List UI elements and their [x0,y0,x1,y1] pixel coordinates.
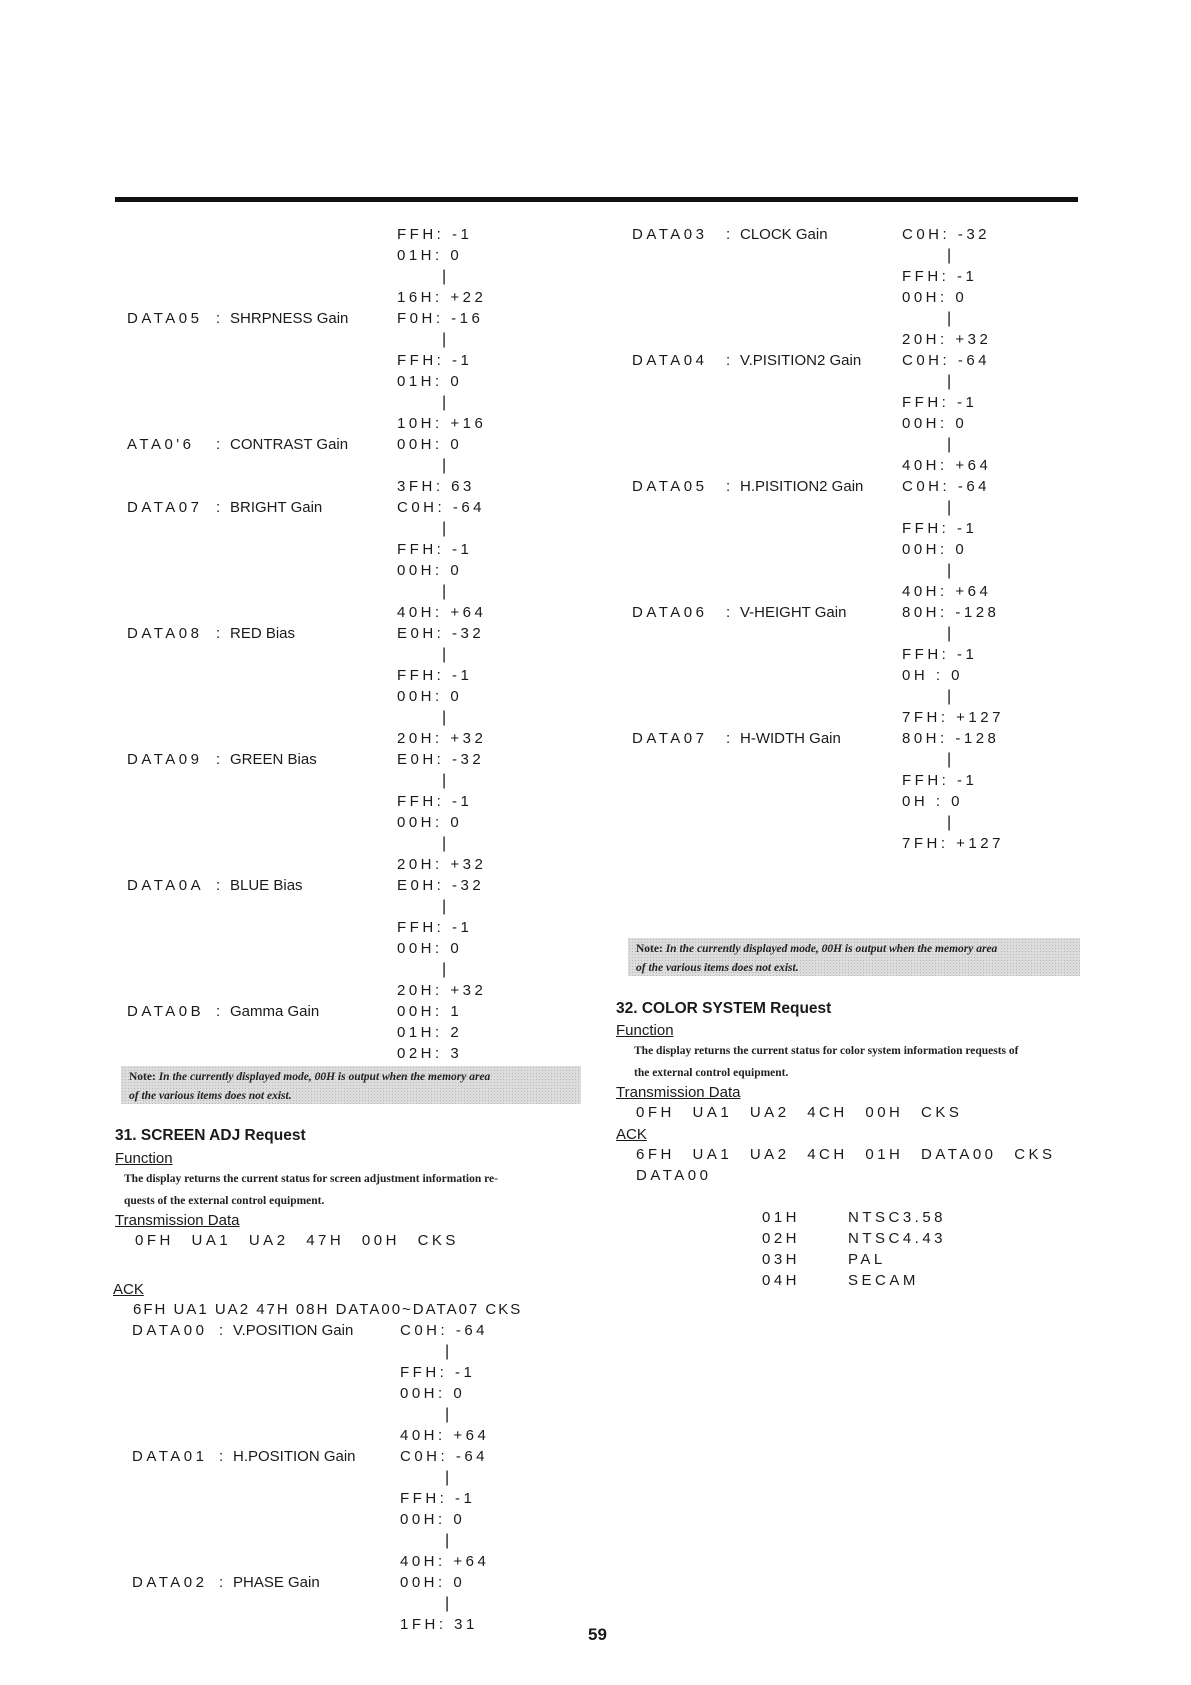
value-line: C0H: -64 [397,499,486,516]
range-connector: | [947,499,952,516]
value-line: 10H: +16 [397,415,487,432]
value-line: 1FH: 31 [400,1616,478,1633]
section-32-function-label: Function [616,1022,674,1039]
value-line: 00H: 0 [397,688,463,705]
section-32-desc-line-1: The display returns the current status for color system information requests of [634,1045,1019,1057]
note-lead: Note: [636,943,663,955]
value-line: FFH: -1 [397,541,473,558]
color-system-name: SECAM [848,1272,919,1289]
value-line: 00H: 0 [400,1574,466,1591]
item-name: SHRPNESS Gain [230,310,349,327]
item-name: V.PISITION2 Gain [740,352,862,369]
item-name: H-WIDTH Gain [740,730,841,747]
item-name: : [216,751,221,768]
item-name: : [726,604,731,621]
section-31-ack-data: 6FH UA1 UA2 47H 08H DATA00~DATA07 CKS [133,1301,523,1318]
value-line: C0H: -64 [400,1448,489,1465]
note-box-left [121,1066,581,1104]
color-code: 01H [762,1209,801,1226]
value-line: E0H: -32 [397,751,485,768]
note-line-2: of the various items does not exist. [636,962,799,974]
value-line: E0H: -32 [397,877,485,894]
range-connector: | [947,310,952,327]
item-name: BLUE Bias [230,877,303,894]
range-connector: | [442,772,447,789]
item-name: : [216,436,221,453]
section-32-description [634,1040,1089,1084]
value-line: 0H : 0 [902,793,964,810]
value-line: 00H: 1 [397,1003,463,1020]
range-connector: | [442,835,447,852]
data-label: DATA06 [632,604,708,621]
data-label: DATA05 [127,310,203,327]
data-label: DATA07 [127,499,203,516]
item-name: : [216,499,221,516]
range-connector: | [445,1343,450,1360]
data-label: ATA0'6 [127,436,195,453]
item-name: GREEN Bias [230,751,317,768]
item-name: : [216,310,221,327]
note-line-2: of the various items does not exist. [129,1090,292,1102]
section-31-transmission-label: Transmission Data [115,1212,240,1229]
range-connector: | [947,562,952,579]
value-line: 40H: +64 [400,1427,490,1444]
item-name: : [726,226,731,243]
item-name: : [219,1448,224,1465]
note-line-1: In the currently displayed mode, 00H is output when the memory area [665,943,998,955]
value-line: 00H: 0 [397,436,463,453]
page-number: 59 [588,1625,607,1644]
data-label: DATA00 [132,1322,208,1339]
data-label: DATA04 [632,352,708,369]
value-line: C0H: -64 [902,478,991,495]
value-line: FFH: -1 [397,919,473,936]
range-connector: | [947,247,952,264]
value-line: 40H: +64 [397,604,487,621]
item-name: : [219,1574,224,1591]
section-31-transmission-data: 0FH UA1 UA2 47H 00H CKS [135,1232,459,1249]
color-code: 03H [762,1251,801,1268]
value-line: 01H: 0 [397,373,463,390]
data-label: DATA01 [132,1448,208,1465]
range-connector: | [947,625,952,642]
section-31-function-label: Function [115,1150,173,1167]
value-line: 00H: 0 [902,289,968,306]
section-31-ack-label: ACK [113,1281,144,1298]
section-32-ack-data: 6FH UA1 UA2 4CH 01H DATA00 CKS [636,1146,1056,1163]
range-connector: | [442,583,447,600]
item-name: BRIGHT Gain [230,499,323,516]
value-line: 7FH: +127 [902,835,1004,852]
value-line: FFH: -1 [397,352,473,369]
item-name: : [219,1322,224,1339]
range-connector: | [442,709,447,726]
section-32-transmission-label: Transmission Data [616,1084,741,1101]
range-connector: | [947,751,952,768]
value-line: 7FH: +127 [902,709,1004,726]
section-32-ack-label: ACK [616,1126,647,1143]
value-line: FFH: -1 [400,1490,476,1507]
data-label: DATA0B [127,1003,205,1020]
value-line: 00H: 0 [400,1385,466,1402]
value-line: C0H: -64 [400,1322,489,1339]
range-connector: | [442,646,447,663]
range-connector: | [947,814,952,831]
value-line: 00H: 0 [397,562,463,579]
item-name: H.POSITION Gain [233,1448,356,1465]
value-line: 80H: -128 [902,730,1000,747]
color-system-name: PAL [848,1251,886,1268]
color-code: 02H [762,1230,801,1247]
section-32-title: 32. COLOR SYSTEM Request [616,1000,832,1017]
data-label: DATA02 [132,1574,208,1591]
note-lead: Note: [129,1071,156,1083]
item-name: Gamma Gain [230,1003,320,1020]
range-connector: | [445,1469,450,1486]
data-label: DATA07 [632,730,708,747]
range-connector: | [947,436,952,453]
note-box-right [628,938,1080,976]
color-system-name: NTSC4.43 [848,1230,947,1247]
value-line: FFH: -1 [902,646,978,663]
section-32-desc-line-2: the external control equipment. [634,1067,789,1079]
value-line: 16H: +22 [397,289,487,306]
item-name: CLOCK Gain [740,226,828,243]
value-line: 0H : 0 [902,667,964,684]
value-line: C0H: -32 [902,226,991,243]
value-line: FFH: -1 [902,772,978,789]
value-line: FFH: -1 [902,268,978,285]
item-name: : [216,877,221,894]
value-line: 80H: -128 [902,604,1000,621]
section-31-title: 31. SCREEN ADJ Request [115,1127,306,1144]
section-32-data00-label: DATA00 [636,1167,712,1184]
range-connector: | [445,1406,450,1423]
value-line: 01H: 2 [397,1024,463,1041]
section-31-desc-line-1: The display returns the current status for screen adjustment information re- [124,1173,498,1185]
value-line: 40H: +64 [902,457,992,474]
range-connector: | [947,373,952,390]
item-name: PHASE Gain [233,1574,320,1591]
item-name: H.PISITION2 Gain [740,478,864,495]
value-line: 00H: 0 [397,814,463,831]
data-label: DATA0A [127,877,205,894]
range-connector: | [947,688,952,705]
section-31-description [124,1168,594,1212]
value-line: 20H: +32 [397,856,487,873]
item-name: V-HEIGHT Gain [740,604,847,621]
color-system-name: NTSC3.58 [848,1209,947,1226]
value-line: 00H: 0 [902,541,968,558]
value-line: F0H: -16 [397,310,484,327]
value-line: 00H: 0 [400,1511,466,1528]
item-name: : [726,730,731,747]
value-line: 01H: 0 [397,247,463,264]
value-line: E0H: -32 [397,625,485,642]
range-connector: | [442,961,447,978]
note-line-1: In the currently displayed mode, 00H is output when the memory area [158,1071,491,1083]
data-label: DATA03 [632,226,708,243]
value-line: C0H: -64 [902,352,991,369]
value-line: 40H: +64 [902,583,992,600]
value-line: FFH: -1 [902,394,978,411]
item-name: : [216,625,221,642]
item-name: V.POSITION Gain [233,1322,354,1339]
value-line: FFH: -1 [397,667,473,684]
value-line: 20H: +32 [902,331,992,348]
range-connector: | [442,268,447,285]
range-connector: | [442,520,447,537]
value-line: FFH: -1 [400,1364,476,1381]
value-line: 20H: +32 [397,730,487,747]
value-line: FFH: -1 [397,226,473,243]
range-connector: | [442,898,447,915]
value-line: FFH: -1 [902,520,978,537]
section-31-desc-line-2: quests of the external control equipment. [124,1195,325,1207]
data-label: DATA09 [127,751,203,768]
value-line: 00H: 0 [397,940,463,957]
value-line: 3FH: 63 [397,478,475,495]
color-code: 04H [762,1272,801,1289]
item-name: : [726,352,731,369]
range-connector: | [442,331,447,348]
value-line: 02H: 3 [397,1045,463,1062]
value-line: FFH: -1 [397,793,473,810]
range-connector: | [442,394,447,411]
value-line: 00H: 0 [902,415,968,432]
range-connector: | [445,1532,450,1549]
range-connector: | [445,1595,450,1612]
data-label: DATA08 [127,625,203,642]
value-line: 40H: +64 [400,1553,490,1570]
item-name: : [216,1003,221,1020]
item-name: : [726,478,731,495]
range-connector: | [442,457,447,474]
top-rule [115,197,1078,202]
data-label: DATA05 [632,478,708,495]
item-name: CONTRAST Gain [230,436,349,453]
section-32-transmission-data: 0FH UA1 UA2 4CH 00H CKS [636,1104,963,1121]
item-name: RED Bias [230,625,296,642]
value-line: 20H: +32 [397,982,487,999]
